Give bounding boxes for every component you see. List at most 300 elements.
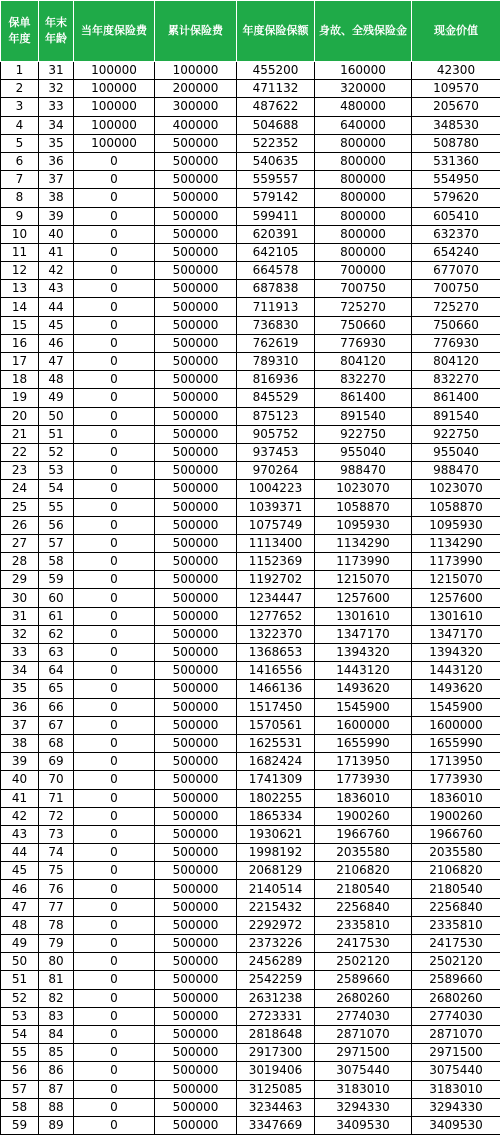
cell-annual-premium: 0 — [74, 625, 155, 643]
cell-annual-sum-insured: 620391 — [237, 225, 315, 243]
cell-policy-year: 39 — [1, 753, 39, 771]
cell-policy-year: 11 — [1, 243, 39, 261]
cell-annual-premium: 0 — [74, 1044, 155, 1062]
cell-annual-sum-insured: 3347669 — [237, 1116, 315, 1134]
header-cash-value — [412, 1, 500, 62]
cell-annual-sum-insured: 905752 — [237, 425, 315, 443]
cell-annual-premium: 0 — [74, 698, 155, 716]
cell-death-benefit: 800000 — [315, 225, 412, 243]
table-row — [1, 571, 500, 589]
cell-cash-value: 677070 — [412, 262, 500, 280]
cell-annual-premium: 0 — [74, 607, 155, 625]
cell-annual-premium: 0 — [74, 407, 155, 425]
cell-age: 62 — [39, 625, 74, 643]
cell-age: 56 — [39, 516, 74, 534]
cell-policy-year: 18 — [1, 371, 39, 389]
table-row — [1, 935, 500, 953]
cell-age: 41 — [39, 243, 74, 261]
cell-cumulative-premium: 500000 — [155, 625, 237, 643]
cell-cumulative-premium: 500000 — [155, 607, 237, 625]
cell-cash-value: 348530 — [412, 116, 500, 134]
table-row — [1, 243, 500, 261]
cell-annual-sum-insured: 1865334 — [237, 807, 315, 825]
cell-cash-value: 1301610 — [412, 607, 500, 625]
cell-cumulative-premium: 500000 — [155, 898, 237, 916]
table-row — [1, 771, 500, 789]
cell-annual-premium: 0 — [74, 989, 155, 1007]
cell-death-benefit: 1301610 — [315, 607, 412, 625]
cell-annual-sum-insured: 1625531 — [237, 734, 315, 752]
cell-age: 50 — [39, 407, 74, 425]
cell-age: 59 — [39, 571, 74, 589]
table-row — [1, 298, 500, 316]
cell-annual-premium: 0 — [74, 916, 155, 934]
cell-annual-premium: 100000 — [74, 80, 155, 98]
cell-annual-sum-insured: 2542259 — [237, 971, 315, 989]
cell-death-benefit: 2417530 — [315, 935, 412, 953]
cell-cumulative-premium: 500000 — [155, 1080, 237, 1098]
cell-annual-sum-insured: 845529 — [237, 389, 315, 407]
cell-cash-value: 205670 — [412, 98, 500, 116]
cell-cumulative-premium: 500000 — [155, 280, 237, 298]
cell-cash-value: 750660 — [412, 316, 500, 334]
cell-age: 89 — [39, 1116, 74, 1134]
cell-annual-sum-insured: 816936 — [237, 371, 315, 389]
table-row — [1, 880, 500, 898]
cell-age: 39 — [39, 207, 74, 225]
header-line: 年度 — [8, 32, 31, 45]
table-row — [1, 189, 500, 207]
cell-annual-premium: 0 — [74, 898, 155, 916]
cell-annual-premium: 0 — [74, 825, 155, 843]
cell-annual-sum-insured: 1192702 — [237, 571, 315, 589]
cell-policy-year: 44 — [1, 844, 39, 862]
cell-cumulative-premium: 500000 — [155, 225, 237, 243]
cell-annual-premium: 0 — [74, 1025, 155, 1043]
cell-cumulative-premium: 500000 — [155, 935, 237, 953]
cell-age: 88 — [39, 1098, 74, 1116]
cell-age: 38 — [39, 189, 74, 207]
table-row — [1, 280, 500, 298]
cell-policy-year: 34 — [1, 662, 39, 680]
table-row — [1, 1062, 500, 1080]
cell-annual-premium: 0 — [74, 152, 155, 170]
cell-cash-value: 1773930 — [412, 771, 500, 789]
table-row — [1, 553, 500, 571]
cell-cumulative-premium: 500000 — [155, 462, 237, 480]
cell-death-benefit: 1493620 — [315, 680, 412, 698]
cell-policy-year: 6 — [1, 152, 39, 170]
cell-annual-premium: 0 — [74, 716, 155, 734]
cell-policy-year: 31 — [1, 607, 39, 625]
cell-cumulative-premium: 500000 — [155, 353, 237, 371]
cell-policy-year: 53 — [1, 1007, 39, 1025]
cell-cash-value: 1600000 — [412, 716, 500, 734]
table-row — [1, 134, 500, 152]
table-row — [1, 316, 500, 334]
cell-cumulative-premium: 500000 — [155, 753, 237, 771]
table-row — [1, 1007, 500, 1025]
cell-cumulative-premium: 500000 — [155, 298, 237, 316]
cell-death-benefit: 3183010 — [315, 1080, 412, 1098]
table-row — [1, 425, 500, 443]
cell-annual-sum-insured: 736830 — [237, 316, 315, 334]
cell-age: 76 — [39, 880, 74, 898]
cell-cumulative-premium: 500000 — [155, 1007, 237, 1025]
cell-policy-year: 40 — [1, 771, 39, 789]
cell-cash-value: 2106820 — [412, 862, 500, 880]
cell-policy-year: 42 — [1, 807, 39, 825]
cell-policy-year: 15 — [1, 316, 39, 334]
cell-annual-premium: 0 — [74, 262, 155, 280]
cell-policy-year: 55 — [1, 1044, 39, 1062]
cell-annual-premium: 0 — [74, 443, 155, 461]
table-row — [1, 916, 500, 934]
cell-annual-premium: 0 — [74, 480, 155, 498]
cell-death-benefit: 776930 — [315, 334, 412, 352]
cell-age: 58 — [39, 553, 74, 571]
cell-death-benefit: 955040 — [315, 443, 412, 461]
cell-policy-year: 21 — [1, 425, 39, 443]
cell-policy-year: 49 — [1, 935, 39, 953]
table-row — [1, 716, 500, 734]
cell-cash-value: 804120 — [412, 353, 500, 371]
cell-age: 64 — [39, 662, 74, 680]
cell-age: 61 — [39, 607, 74, 625]
cell-death-benefit: 800000 — [315, 134, 412, 152]
cell-death-benefit: 1836010 — [315, 789, 412, 807]
cell-death-benefit: 832270 — [315, 371, 412, 389]
cell-cash-value: 2417530 — [412, 935, 500, 953]
header-annual-premium — [74, 1, 155, 62]
cell-cash-value: 3294330 — [412, 1098, 500, 1116]
cell-death-benefit: 1900260 — [315, 807, 412, 825]
cell-cumulative-premium: 500000 — [155, 789, 237, 807]
cell-cash-value: 1394320 — [412, 644, 500, 662]
cell-cash-value: 2871070 — [412, 1025, 500, 1043]
cell-death-benefit: 800000 — [315, 189, 412, 207]
cell-cumulative-premium: 500000 — [155, 171, 237, 189]
cell-cash-value: 2180540 — [412, 880, 500, 898]
cell-cash-value: 2335810 — [412, 916, 500, 934]
table-row — [1, 407, 500, 425]
cell-policy-year: 20 — [1, 407, 39, 425]
cell-annual-sum-insured: 1998192 — [237, 844, 315, 862]
cell-cumulative-premium: 500000 — [155, 1025, 237, 1043]
cell-age: 77 — [39, 898, 74, 916]
cell-policy-year: 33 — [1, 644, 39, 662]
cell-policy-year: 41 — [1, 789, 39, 807]
cell-cash-value: 632370 — [412, 225, 500, 243]
cell-cumulative-premium: 500000 — [155, 862, 237, 880]
header-death-disability-benefit — [315, 1, 412, 62]
cell-annual-sum-insured: 642105 — [237, 243, 315, 261]
cell-annual-sum-insured: 687838 — [237, 280, 315, 298]
cell-cumulative-premium: 500000 — [155, 807, 237, 825]
cell-death-benefit: 2106820 — [315, 862, 412, 880]
cell-annual-premium: 0 — [74, 225, 155, 243]
cell-annual-premium: 0 — [74, 753, 155, 771]
cell-annual-premium: 0 — [74, 680, 155, 698]
cell-cash-value: 554950 — [412, 171, 500, 189]
cell-annual-sum-insured: 1152369 — [237, 553, 315, 571]
cell-cumulative-premium: 500000 — [155, 589, 237, 607]
table-row — [1, 207, 500, 225]
cell-annual-sum-insured: 762619 — [237, 334, 315, 352]
header-line: 现金价值 — [434, 24, 478, 37]
cell-cumulative-premium: 500000 — [155, 680, 237, 698]
table-row — [1, 1098, 500, 1116]
cell-annual-premium: 0 — [74, 644, 155, 662]
cell-cash-value: 1443120 — [412, 662, 500, 680]
table-row — [1, 480, 500, 498]
cell-annual-sum-insured: 2818648 — [237, 1025, 315, 1043]
cell-death-benefit: 2256840 — [315, 898, 412, 916]
table-row — [1, 1025, 500, 1043]
cell-age: 32 — [39, 80, 74, 98]
table-row — [1, 734, 500, 752]
cell-death-benefit: 804120 — [315, 353, 412, 371]
cell-age: 42 — [39, 262, 74, 280]
cell-cash-value: 2589660 — [412, 971, 500, 989]
table-row — [1, 98, 500, 116]
cell-cumulative-premium: 500000 — [155, 553, 237, 571]
cell-annual-premium: 0 — [74, 534, 155, 552]
cell-policy-year: 7 — [1, 171, 39, 189]
cell-policy-year: 45 — [1, 862, 39, 880]
cell-policy-year: 5 — [1, 134, 39, 152]
cell-annual-sum-insured: 2456289 — [237, 953, 315, 971]
cell-cumulative-premium: 400000 — [155, 116, 237, 134]
cell-death-benefit: 1966760 — [315, 825, 412, 843]
cell-cumulative-premium: 500000 — [155, 971, 237, 989]
cell-annual-sum-insured: 1039371 — [237, 498, 315, 516]
cell-annual-sum-insured: 1466136 — [237, 680, 315, 698]
cell-age: 35 — [39, 134, 74, 152]
cell-annual-premium: 0 — [74, 734, 155, 752]
cell-cumulative-premium: 500000 — [155, 371, 237, 389]
cell-death-benefit: 3294330 — [315, 1098, 412, 1116]
cell-cash-value: 1713950 — [412, 753, 500, 771]
cell-death-benefit: 861400 — [315, 389, 412, 407]
cell-annual-sum-insured: 471132 — [237, 80, 315, 98]
cell-policy-year: 51 — [1, 971, 39, 989]
cell-annual-premium: 0 — [74, 516, 155, 534]
cell-cash-value: 1545900 — [412, 698, 500, 716]
cell-death-benefit: 1600000 — [315, 716, 412, 734]
cell-policy-year: 27 — [1, 534, 39, 552]
cell-annual-premium: 0 — [74, 807, 155, 825]
cell-age: 31 — [39, 62, 74, 80]
cell-cash-value: 1257600 — [412, 589, 500, 607]
cell-policy-year: 30 — [1, 589, 39, 607]
cell-annual-premium: 0 — [74, 1098, 155, 1116]
cell-annual-premium: 0 — [74, 243, 155, 261]
cell-policy-year: 22 — [1, 443, 39, 461]
cell-age: 65 — [39, 680, 74, 698]
cell-death-benefit: 1655990 — [315, 734, 412, 752]
cell-age: 67 — [39, 716, 74, 734]
cell-cash-value: 3183010 — [412, 1080, 500, 1098]
cell-annual-premium: 0 — [74, 353, 155, 371]
cell-death-benefit: 3409530 — [315, 1116, 412, 1134]
cell-cash-value: 1058870 — [412, 498, 500, 516]
cell-death-benefit: 1443120 — [315, 662, 412, 680]
cell-cash-value: 3075440 — [412, 1062, 500, 1080]
cell-policy-year: 54 — [1, 1025, 39, 1043]
cell-policy-year: 38 — [1, 734, 39, 752]
cell-cash-value: 579620 — [412, 189, 500, 207]
cell-age: 40 — [39, 225, 74, 243]
table-row — [1, 698, 500, 716]
cell-cumulative-premium: 500000 — [155, 698, 237, 716]
cell-death-benefit: 2502120 — [315, 953, 412, 971]
cell-policy-year: 35 — [1, 680, 39, 698]
header-line: 累计保险费 — [168, 24, 223, 37]
cell-cash-value: 1836010 — [412, 789, 500, 807]
cell-age: 72 — [39, 807, 74, 825]
cell-death-benefit: 1257600 — [315, 589, 412, 607]
cell-policy-year: 13 — [1, 280, 39, 298]
table-row — [1, 225, 500, 243]
cell-policy-year: 25 — [1, 498, 39, 516]
table-row — [1, 171, 500, 189]
cell-death-benefit: 2180540 — [315, 880, 412, 898]
cell-cumulative-premium: 500000 — [155, 207, 237, 225]
table-row — [1, 1044, 500, 1062]
cell-cumulative-premium: 500000 — [155, 916, 237, 934]
cell-cash-value: 1347170 — [412, 625, 500, 643]
cell-cash-value: 1900260 — [412, 807, 500, 825]
table-row — [1, 534, 500, 552]
cell-annual-sum-insured: 559557 — [237, 171, 315, 189]
cell-cash-value: 605410 — [412, 207, 500, 225]
table-row — [1, 116, 500, 134]
table-row — [1, 589, 500, 607]
cell-cumulative-premium: 500000 — [155, 152, 237, 170]
cell-cumulative-premium: 500000 — [155, 1044, 237, 1062]
cell-cash-value: 955040 — [412, 443, 500, 461]
cell-annual-sum-insured: 1075749 — [237, 516, 315, 534]
cell-annual-premium: 0 — [74, 589, 155, 607]
cell-annual-sum-insured: 3125085 — [237, 1080, 315, 1098]
cell-annual-sum-insured: 487622 — [237, 98, 315, 116]
table-row — [1, 389, 500, 407]
cell-cumulative-premium: 500000 — [155, 880, 237, 898]
cell-cash-value: 508780 — [412, 134, 500, 152]
cell-death-benefit: 480000 — [315, 98, 412, 116]
cell-death-benefit: 1713950 — [315, 753, 412, 771]
cell-death-benefit: 800000 — [315, 171, 412, 189]
cell-annual-premium: 0 — [74, 298, 155, 316]
cell-age: 84 — [39, 1025, 74, 1043]
cell-cumulative-premium: 500000 — [155, 334, 237, 352]
cell-cash-value: 2774030 — [412, 1007, 500, 1025]
cell-age: 85 — [39, 1044, 74, 1062]
cell-annual-premium: 0 — [74, 207, 155, 225]
cell-age: 57 — [39, 534, 74, 552]
cell-annual-sum-insured: 2631238 — [237, 989, 315, 1007]
cell-policy-year: 56 — [1, 1062, 39, 1080]
cell-annual-sum-insured: 1368653 — [237, 644, 315, 662]
cell-annual-sum-insured: 1682424 — [237, 753, 315, 771]
header-line: 当年度保险费 — [81, 24, 147, 37]
cell-death-benefit: 700000 — [315, 262, 412, 280]
cell-annual-sum-insured: 1930621 — [237, 825, 315, 843]
cell-cumulative-premium: 500000 — [155, 480, 237, 498]
cell-cumulative-premium: 500000 — [155, 407, 237, 425]
table-row — [1, 80, 500, 98]
table-row — [1, 62, 500, 80]
cell-annual-sum-insured: 2723331 — [237, 1007, 315, 1025]
cell-annual-sum-insured: 1277652 — [237, 607, 315, 625]
cell-annual-sum-insured: 970264 — [237, 462, 315, 480]
cell-cumulative-premium: 500000 — [155, 989, 237, 1007]
cell-annual-premium: 0 — [74, 953, 155, 971]
cell-cash-value: 2502120 — [412, 953, 500, 971]
cell-age: 75 — [39, 862, 74, 880]
header-age-at-year-end — [39, 1, 74, 62]
cell-cash-value: 1023070 — [412, 480, 500, 498]
cell-policy-year: 9 — [1, 207, 39, 225]
cell-death-benefit: 700750 — [315, 280, 412, 298]
cell-cumulative-premium: 200000 — [155, 80, 237, 98]
table-row — [1, 953, 500, 971]
cell-cumulative-premium: 500000 — [155, 534, 237, 552]
cell-annual-sum-insured: 3234463 — [237, 1098, 315, 1116]
cell-death-benefit: 1394320 — [315, 644, 412, 662]
cell-cash-value: 988470 — [412, 462, 500, 480]
table-row — [1, 443, 500, 461]
cell-cash-value: 832270 — [412, 371, 500, 389]
cell-policy-year: 47 — [1, 898, 39, 916]
table-row — [1, 844, 500, 862]
cell-annual-sum-insured: 2215432 — [237, 898, 315, 916]
cell-cash-value: 891540 — [412, 407, 500, 425]
cell-cumulative-premium: 100000 — [155, 62, 237, 80]
cell-cumulative-premium: 500000 — [155, 389, 237, 407]
cell-annual-sum-insured: 1234447 — [237, 589, 315, 607]
cell-cash-value: 700750 — [412, 280, 500, 298]
cell-annual-sum-insured: 1570561 — [237, 716, 315, 734]
table-row — [1, 789, 500, 807]
cell-death-benefit: 2971500 — [315, 1044, 412, 1062]
cell-annual-premium: 100000 — [74, 62, 155, 80]
cell-annual-sum-insured: 2292972 — [237, 916, 315, 934]
cell-cash-value: 1215070 — [412, 571, 500, 589]
cell-cumulative-premium: 500000 — [155, 953, 237, 971]
cell-cash-value: 109570 — [412, 80, 500, 98]
cell-policy-year: 24 — [1, 480, 39, 498]
cell-age: 78 — [39, 916, 74, 934]
cell-annual-sum-insured: 1322370 — [237, 625, 315, 643]
cell-cash-value: 1134290 — [412, 534, 500, 552]
cell-annual-sum-insured: 579142 — [237, 189, 315, 207]
cell-policy-year: 58 — [1, 1098, 39, 1116]
table-header — [1, 1, 500, 62]
cell-policy-year: 17 — [1, 353, 39, 371]
cell-policy-year: 48 — [1, 916, 39, 934]
cell-death-benefit: 2680260 — [315, 989, 412, 1007]
cell-annual-premium: 100000 — [74, 98, 155, 116]
cell-death-benefit: 891540 — [315, 407, 412, 425]
table-row — [1, 625, 500, 643]
table-row — [1, 334, 500, 352]
cell-age: 47 — [39, 353, 74, 371]
cell-death-benefit: 1058870 — [315, 498, 412, 516]
cell-age: 63 — [39, 644, 74, 662]
table-row — [1, 862, 500, 880]
